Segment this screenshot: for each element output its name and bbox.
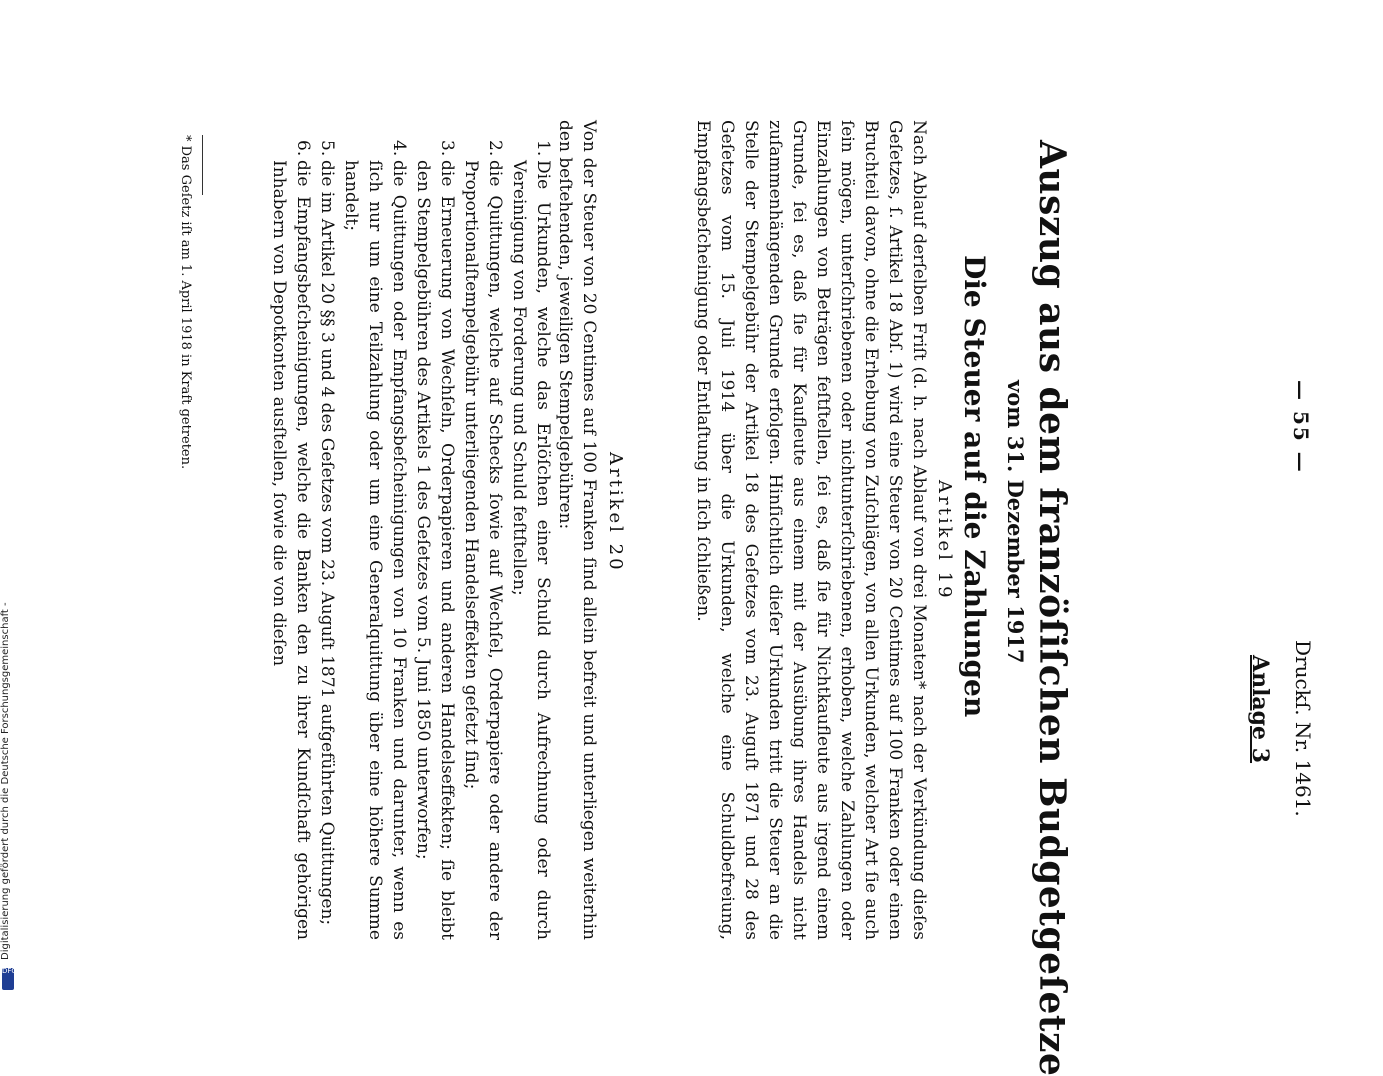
list-item-text: die im Artikel 20 §§ 3 und 4 des Geſetzes vom 23. Auguſt 1871 aufgeführten Quittungen;	[317, 160, 337, 926]
list-item	[459, 140, 507, 940]
article-20-heading: Artikel 20	[605, 452, 626, 573]
document-subtitle: Die Steuer auf die Zahlungen	[958, 255, 991, 718]
list-item-number: 2.	[485, 140, 505, 157]
annex-label: Anlage 3	[1247, 655, 1273, 764]
list-item	[339, 140, 411, 940]
list-item	[267, 140, 315, 940]
article-19-heading: Artikel 19	[934, 480, 955, 601]
list-item-text: die Empfangsbeſcheinigungen, welche die Banken den zu ihrer Kundſchaft gehörigen Inhabern von Depotkonten ausſtellen, ſowie die von dieſen	[269, 160, 313, 940]
exemption-list	[267, 140, 555, 940]
document-title: Auszug aus dem franzöſiſchen Budgetgeſetze	[1031, 140, 1073, 1076]
footnote: * Das Geſetz iſt am 1. April 1918 in Kraft getreten.	[178, 135, 193, 470]
article-20-intro: Von der Steuer von 20 Centimes auf 100 Franken ſind allein befreit und unterliegen weiterhin den beſtehenden, jeweiligen Stempelgebühren:	[555, 120, 599, 940]
article-19-text: Nach Ablauf derſelben Friſt (d. h. nach Ablauf von drei Monaten* nach der Verkündung dieſes Geſetzes, ſ. Artikel 18 Abſ. 1) wird eine Steuer von 20 Centimes auf 100 Franken oder einen Bruchteil davon, ohne die Erhebung von Zuſchlägen, von allen Urkunden, welcher Art ſie auch ſein mögen, unterſchriebenen oder nichtunterſchriebenen, erhoben, welche Zahlungen oder Einzahlungen von Beträgen feſtſtellen, ſei es, daß ſie für Nichtkaufleute aus irgend einem Grunde, ſei es, daß ſie für Kaufleute aus einem mit der Ausübung ihres Handels nicht zuſammenhängenden Grunde erfolgen. Hinſichtlich dieſer Urkunden tritt die Steuer an die Stelle der Stempelgebühr der Artikel 18 des Geſetzes vom 23. Auguſt 1871 und 28 des Geſetzes vom 15. Juli 1914 über die Urkunden, welche eine Schuldbefreiung, Empfangsbeſcheinigung oder Entlaſtung in ſich ſchließen.	[693, 120, 929, 940]
list-item-number: 1.	[533, 140, 553, 157]
list-item-number: 4.	[389, 140, 409, 157]
print-reference: Druckſ. Nr. 1461.	[1291, 640, 1315, 817]
list-item-text: die Erneuerung von Wechſeln, Orderpapieren und anderen Handelseffekten; ſie bleibt den Stempelgebühren des Artikels 1 des Geſetzes vom 5. Juni 1850 unterworfen;	[413, 160, 457, 940]
dfg-logo-icon: DFG	[2, 968, 14, 990]
list-item	[315, 140, 339, 940]
list-item-text: die Quittungen, welche auf Schecks ſowie auf Wechſel, Orderpapiere oder andere der Proportionalſtempelgebühr unterliegenden Handelseffekten geſetzt ſind;	[461, 160, 505, 940]
page-number: — 55 —	[1289, 380, 1313, 474]
footnote-divider	[202, 135, 203, 195]
list-item-number: 6.	[293, 140, 313, 157]
list-item-number: 5.	[317, 140, 337, 157]
list-item	[507, 140, 555, 940]
digitization-credit-bar	[0, 0, 16, 1000]
document-date: vom 31. Dezember 1917	[1003, 380, 1028, 664]
list-item-text: die Quittungen oder Empfangsbeſcheinigungen von 10 Franken und darunter, wenn es ſich nur um eine Teilzahlung oder um eine Generalquittung über eine höhere Summe handelt;	[341, 160, 409, 940]
list-item-number: 3.	[437, 140, 457, 157]
list-item-text: Die Urkunden, welche das Erlöſchen einer Schuld durch Aufrechnung oder durch Vereinigung von Forderung und Schuld feſtſtellen;	[509, 160, 553, 940]
list-item	[411, 140, 459, 940]
digitization-credit: Digitalisierung gefördert durch die Deutsche Forschungsgemeinschaft -	[0, 602, 11, 960]
